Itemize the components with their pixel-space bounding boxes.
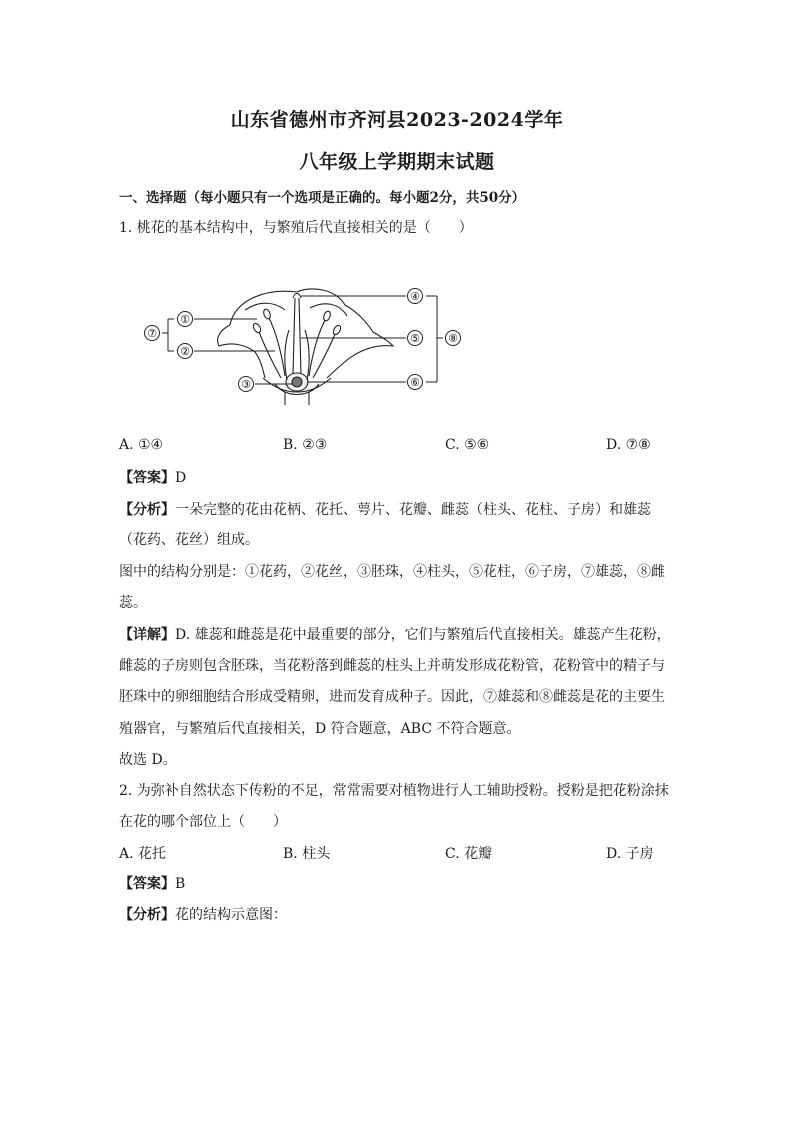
q1-detail-line-2: 雌蕊的子房则包含胚珠，当花粉落到雌蕊的柱头上并萌发形成花粉管，花粉管中的精子与 (119, 658, 665, 674)
q1-analysis-line-1 (119, 499, 679, 519)
diagram-label-4: ④ (410, 290, 420, 303)
analysis-tag: 【分析】 (119, 502, 175, 518)
q1-analysis-line-4: 蕊。 (119, 595, 147, 611)
q1-detail-line-1 (119, 624, 679, 644)
flower-structure-diagram (135, 280, 465, 405)
q1-conclusion: 故选 D。 (119, 752, 177, 768)
q1-option-a: A. ①④ (119, 437, 164, 453)
q2-option-d: D. 子房 (606, 846, 654, 862)
q1-detail-line-4: 殖器官，与繁殖后代直接相关，D 符合题意，ABC 不符合题意。 (119, 721, 521, 737)
q1-option-b: B. ②③ (283, 437, 328, 453)
q2-answer: B (175, 876, 186, 892)
q1-stem: 1. 桃花的基本结构中，与繁殖后代直接相关的是（ ） (119, 220, 473, 236)
q1-answer: D (175, 470, 187, 486)
diagram-label-3: ③ (241, 378, 251, 391)
q2-stem-line-1: 2. 为弥补自然状态下传粉的不足，常常需要对植物进行人工辅助授粉。授粉是把花粉涂抹 (119, 783, 669, 799)
q2-option-b: B. 柱头 (283, 846, 331, 862)
answer-tag: 【答案】 (119, 470, 175, 486)
title-line-1: 山东省德州市齐河县2023-2024学年 (230, 109, 564, 131)
q1-answer-line (119, 467, 679, 487)
answer-tag: 【答案】 (119, 876, 175, 892)
detail-tag: 【详解】 (119, 627, 175, 643)
q2-option-c: C. 花瓣 (445, 846, 493, 862)
diagram-label-2: ② (180, 345, 190, 358)
q1-analysis-line-3: 图中的结构分别是：①花药，②花丝，③胚珠，④柱头，⑤花柱，⑥子房，⑦雄蕊，⑧雌 (119, 564, 665, 580)
diagram-label-6: ⑥ (410, 376, 420, 389)
q1-option-d: D. ⑦⑧ (606, 437, 651, 453)
q2-analysis-line-1 (119, 904, 679, 924)
q1-analysis-line-2: （花药、花丝）组成。 (119, 532, 259, 548)
q1-analysis-text-1: 一朵完整的花由花柄、花托、萼片、花瓣、雌蕊（柱头、花柱、子房）和雄蕊 (175, 502, 651, 518)
q2-stem-line-2: 在花的哪个部位上（ ） (119, 814, 287, 830)
diagram-label-7: ⑦ (147, 327, 157, 340)
analysis-tag: 【分析】 (119, 907, 175, 923)
diagram-label-1: ① (180, 313, 190, 326)
q1-option-c: C. ⑤⑥ (445, 437, 490, 453)
title-line-2: 八年级上学期期末试题 (299, 151, 495, 173)
q1-detail-text-1: D. 雄蕊和雌蕊是花中最重要的部分，它们与繁殖后代直接相关。雄蕊产生花粉， (175, 627, 671, 643)
q2-answer-line (119, 873, 679, 893)
section-heading: 一、选择题（每小题只有一个选项是正确的。每小题2分，共50分） (119, 190, 526, 206)
q2-analysis-text-1: 花的结构示意图： (175, 907, 287, 923)
q2-option-a: A. 花托 (119, 846, 167, 862)
q1-detail-line-3: 胚珠中的卵细胞结合形成受精卵，进而发育成种子。因此，⑦雄蕊和⑧雌蕊是花的主要生 (119, 689, 665, 705)
diagram-label-8: ⑧ (448, 332, 458, 345)
diagram-label-5: ⑤ (410, 332, 420, 345)
